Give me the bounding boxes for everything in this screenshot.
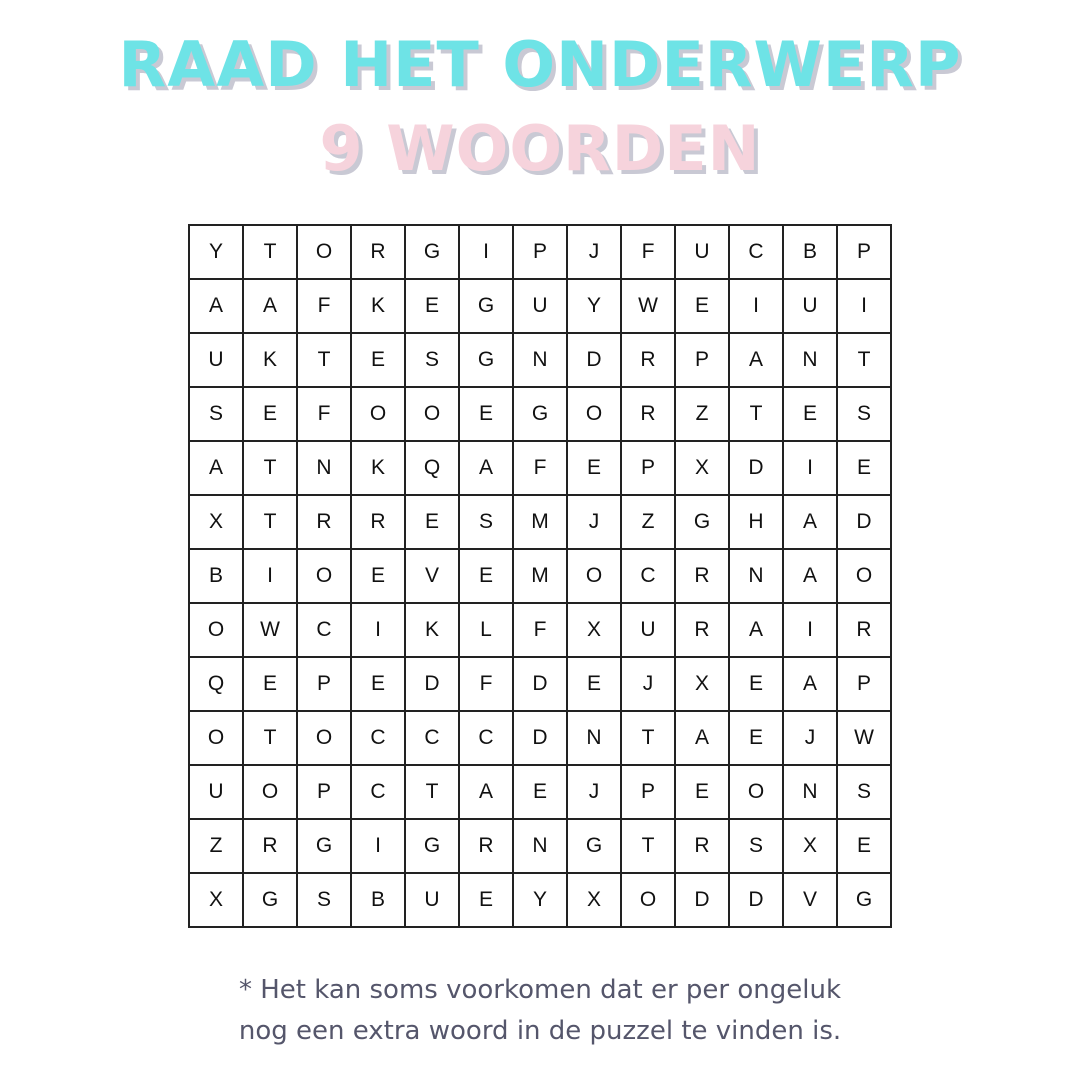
grid-cell[interactable]: I bbox=[352, 604, 406, 658]
grid-cell[interactable]: E bbox=[406, 496, 460, 550]
grid-cell[interactable]: V bbox=[784, 874, 838, 928]
grid-cell[interactable]: T bbox=[406, 766, 460, 820]
grid-cell[interactable]: G bbox=[298, 820, 352, 874]
grid-cell[interactable]: E bbox=[352, 334, 406, 388]
grid-cell[interactable]: E bbox=[676, 280, 730, 334]
grid-cell[interactable]: X bbox=[676, 658, 730, 712]
grid-cell[interactable]: S bbox=[838, 388, 892, 442]
grid-cell[interactable]: C bbox=[460, 712, 514, 766]
grid-cell[interactable]: G bbox=[838, 874, 892, 928]
grid-cell[interactable]: O bbox=[352, 388, 406, 442]
grid-cell[interactable]: F bbox=[514, 604, 568, 658]
grid-cell[interactable]: E bbox=[514, 766, 568, 820]
grid-cell[interactable]: O bbox=[730, 766, 784, 820]
grid-cell[interactable]: U bbox=[784, 280, 838, 334]
grid-cell[interactable]: A bbox=[784, 496, 838, 550]
footnote-line-1: * Het kan soms voorkomen dat er per ongeluk bbox=[238, 975, 842, 1005]
grid-cell[interactable]: A bbox=[676, 712, 730, 766]
grid-cell[interactable]: P bbox=[838, 658, 892, 712]
grid-cell[interactable]: X bbox=[568, 604, 622, 658]
puzzle-title: RAAD HET ONDERWERP bbox=[118, 28, 962, 101]
grid-cell[interactable]: B bbox=[190, 550, 244, 604]
grid-cell[interactable]: R bbox=[676, 550, 730, 604]
grid-cell[interactable]: M bbox=[514, 550, 568, 604]
grid-cell[interactable]: J bbox=[622, 658, 676, 712]
grid-cell[interactable]: E bbox=[676, 766, 730, 820]
grid-cell[interactable]: S bbox=[838, 766, 892, 820]
grid-cell[interactable]: P bbox=[298, 658, 352, 712]
grid-cell[interactable]: X bbox=[568, 874, 622, 928]
grid-cell[interactable]: C bbox=[622, 550, 676, 604]
grid-cell[interactable]: A bbox=[730, 604, 784, 658]
grid-cell[interactable]: E bbox=[244, 388, 298, 442]
grid-cell[interactable]: A bbox=[730, 334, 784, 388]
grid-cell[interactable]: A bbox=[460, 766, 514, 820]
grid-cell[interactable]: O bbox=[568, 550, 622, 604]
grid-cell[interactable]: P bbox=[622, 766, 676, 820]
grid-cell[interactable]: R bbox=[352, 226, 406, 280]
grid-cell[interactable]: T bbox=[622, 820, 676, 874]
grid-cell[interactable]: U bbox=[406, 874, 460, 928]
grid-cell[interactable]: J bbox=[568, 226, 622, 280]
grid-cell[interactable]: Y bbox=[568, 280, 622, 334]
grid-cell[interactable]: T bbox=[244, 712, 298, 766]
grid-cell[interactable]: P bbox=[676, 334, 730, 388]
grid-cell[interactable]: U bbox=[622, 604, 676, 658]
grid-cell[interactable]: O bbox=[244, 766, 298, 820]
grid-cell[interactable]: D bbox=[514, 712, 568, 766]
grid-cell[interactable]: R bbox=[244, 820, 298, 874]
grid-cell[interactable]: C bbox=[730, 226, 784, 280]
grid-cell[interactable]: E bbox=[730, 712, 784, 766]
letter-grid bbox=[188, 224, 892, 928]
grid-cell[interactable]: E bbox=[730, 658, 784, 712]
grid-cell[interactable]: D bbox=[676, 874, 730, 928]
grid-cell[interactable]: G bbox=[460, 334, 514, 388]
grid-cell[interactable]: D bbox=[406, 658, 460, 712]
grid-cell[interactable]: O bbox=[298, 550, 352, 604]
grid-cell[interactable]: N bbox=[568, 712, 622, 766]
grid-cell[interactable]: E bbox=[352, 550, 406, 604]
grid-cell[interactable]: C bbox=[406, 712, 460, 766]
grid-cell[interactable]: E bbox=[568, 442, 622, 496]
grid-cell[interactable]: G bbox=[514, 388, 568, 442]
grid-cell[interactable]: Z bbox=[190, 820, 244, 874]
grid-cell[interactable]: A bbox=[784, 658, 838, 712]
grid-cell[interactable]: N bbox=[514, 820, 568, 874]
grid-cell[interactable]: E bbox=[460, 874, 514, 928]
grid-cell[interactable]: A bbox=[460, 442, 514, 496]
grid-cell[interactable]: W bbox=[838, 712, 892, 766]
grid-cell[interactable]: R bbox=[676, 604, 730, 658]
grid-cell[interactable]: T bbox=[838, 334, 892, 388]
grid-cell[interactable]: G bbox=[406, 820, 460, 874]
grid-cell[interactable]: O bbox=[406, 388, 460, 442]
grid-cell[interactable]: T bbox=[298, 334, 352, 388]
word-count-subtitle: 9 WOORDEN bbox=[319, 112, 761, 185]
grid-cell[interactable]: J bbox=[784, 712, 838, 766]
grid-cell[interactable]: W bbox=[244, 604, 298, 658]
grid-cell[interactable]: B bbox=[784, 226, 838, 280]
grid-cell[interactable]: E bbox=[460, 388, 514, 442]
grid-cell[interactable]: Q bbox=[406, 442, 460, 496]
grid-cell[interactable]: W bbox=[622, 280, 676, 334]
grid-cell[interactable]: S bbox=[406, 334, 460, 388]
grid-cell[interactable]: E bbox=[406, 280, 460, 334]
grid-cell[interactable]: S bbox=[190, 388, 244, 442]
grid-cell[interactable]: R bbox=[622, 334, 676, 388]
grid-cell[interactable]: I bbox=[730, 280, 784, 334]
grid-cell[interactable]: U bbox=[514, 280, 568, 334]
grid-cell[interactable]: R bbox=[460, 820, 514, 874]
grid-cell[interactable]: K bbox=[406, 604, 460, 658]
grid-cell[interactable]: D bbox=[730, 442, 784, 496]
grid-cell[interactable]: E bbox=[460, 550, 514, 604]
grid-cell[interactable]: O bbox=[190, 604, 244, 658]
grid-cell[interactable]: X bbox=[676, 442, 730, 496]
grid-cell[interactable]: R bbox=[838, 604, 892, 658]
grid-cell[interactable]: O bbox=[298, 712, 352, 766]
grid-cell[interactable]: B bbox=[352, 874, 406, 928]
grid-cell[interactable]: F bbox=[622, 226, 676, 280]
grid-cell[interactable]: C bbox=[352, 766, 406, 820]
grid-cell[interactable]: T bbox=[622, 712, 676, 766]
grid-cell[interactable]: U bbox=[190, 334, 244, 388]
grid-cell[interactable]: Y bbox=[190, 226, 244, 280]
grid-cell[interactable]: C bbox=[298, 604, 352, 658]
grid-cell[interactable]: T bbox=[244, 226, 298, 280]
grid-cell[interactable]: N bbox=[784, 334, 838, 388]
grid-cell[interactable]: G bbox=[676, 496, 730, 550]
grid-cell[interactable]: X bbox=[190, 874, 244, 928]
grid-cell[interactable]: S bbox=[730, 820, 784, 874]
grid-cell[interactable]: T bbox=[244, 496, 298, 550]
grid-cell[interactable]: F bbox=[514, 442, 568, 496]
grid-cell[interactable]: E bbox=[568, 658, 622, 712]
grid-cell[interactable]: D bbox=[568, 334, 622, 388]
grid-cell[interactable]: F bbox=[460, 658, 514, 712]
grid-cell[interactable]: P bbox=[838, 226, 892, 280]
grid-cell[interactable]: E bbox=[838, 442, 892, 496]
grid-cell[interactable]: E bbox=[784, 388, 838, 442]
grid-cell[interactable]: R bbox=[352, 496, 406, 550]
grid-cell[interactable]: A bbox=[190, 280, 244, 334]
grid-cell[interactable]: G bbox=[406, 226, 460, 280]
grid-cell[interactable]: F bbox=[298, 280, 352, 334]
grid-cell[interactable]: I bbox=[838, 280, 892, 334]
grid-cell[interactable]: F bbox=[298, 388, 352, 442]
grid-cell[interactable]: G bbox=[244, 874, 298, 928]
grid-cell[interactable]: P bbox=[622, 442, 676, 496]
grid-cell[interactable]: G bbox=[568, 820, 622, 874]
grid-cell[interactable]: O bbox=[190, 712, 244, 766]
grid-cell[interactable]: A bbox=[244, 280, 298, 334]
grid-cell[interactable]: I bbox=[352, 820, 406, 874]
grid-cell[interactable]: N bbox=[514, 334, 568, 388]
grid-cell[interactable]: G bbox=[460, 280, 514, 334]
grid-cell[interactable]: U bbox=[190, 766, 244, 820]
grid-cell[interactable]: V bbox=[406, 550, 460, 604]
grid-cell[interactable]: S bbox=[460, 496, 514, 550]
grid-cell[interactable]: O bbox=[838, 550, 892, 604]
grid-cell[interactable]: N bbox=[298, 442, 352, 496]
grid-cell[interactable]: S bbox=[298, 874, 352, 928]
grid-cell[interactable]: Z bbox=[676, 388, 730, 442]
grid-cell[interactable]: H bbox=[730, 496, 784, 550]
grid-cell[interactable]: U bbox=[676, 226, 730, 280]
grid-cell[interactable]: E bbox=[838, 820, 892, 874]
grid-cell[interactable]: T bbox=[730, 388, 784, 442]
grid-cell[interactable]: I bbox=[784, 604, 838, 658]
grid-cell[interactable]: I bbox=[784, 442, 838, 496]
grid-cell[interactable]: K bbox=[244, 334, 298, 388]
grid-cell[interactable]: R bbox=[298, 496, 352, 550]
grid-cell[interactable]: E bbox=[352, 658, 406, 712]
grid-cell[interactable]: X bbox=[784, 820, 838, 874]
grid-cell[interactable]: R bbox=[622, 388, 676, 442]
grid-cell[interactable]: Q bbox=[190, 658, 244, 712]
grid-cell[interactable]: T bbox=[244, 442, 298, 496]
grid-cell[interactable]: A bbox=[784, 550, 838, 604]
grid-cell[interactable]: Z bbox=[622, 496, 676, 550]
grid-cell[interactable]: D bbox=[730, 874, 784, 928]
grid-cell[interactable]: M bbox=[514, 496, 568, 550]
grid-cell[interactable]: O bbox=[568, 388, 622, 442]
grid-cell[interactable]: E bbox=[244, 658, 298, 712]
grid-cell[interactable]: J bbox=[568, 496, 622, 550]
grid-cell[interactable]: N bbox=[784, 766, 838, 820]
grid-cell[interactable]: R bbox=[676, 820, 730, 874]
grid-cell[interactable]: D bbox=[514, 658, 568, 712]
grid-cell[interactable]: K bbox=[352, 442, 406, 496]
grid-cell[interactable]: K bbox=[352, 280, 406, 334]
grid-cell[interactable]: P bbox=[514, 226, 568, 280]
footnote-line-2: nog een extra woord in de puzzel te vinden is. bbox=[238, 1016, 842, 1046]
grid-cell[interactable]: X bbox=[190, 496, 244, 550]
grid-cell[interactable]: P bbox=[298, 766, 352, 820]
grid-cell[interactable]: A bbox=[190, 442, 244, 496]
grid-cell[interactable]: I bbox=[460, 226, 514, 280]
grid-cell[interactable]: O bbox=[298, 226, 352, 280]
grid-cell[interactable]: L bbox=[460, 604, 514, 658]
grid-cell[interactable]: C bbox=[352, 712, 406, 766]
grid-cell[interactable]: I bbox=[244, 550, 298, 604]
grid-cell[interactable]: N bbox=[730, 550, 784, 604]
grid-cell[interactable]: Y bbox=[514, 874, 568, 928]
grid-cell[interactable]: O bbox=[622, 874, 676, 928]
grid-cell[interactable]: D bbox=[838, 496, 892, 550]
grid-cell[interactable]: J bbox=[568, 766, 622, 820]
